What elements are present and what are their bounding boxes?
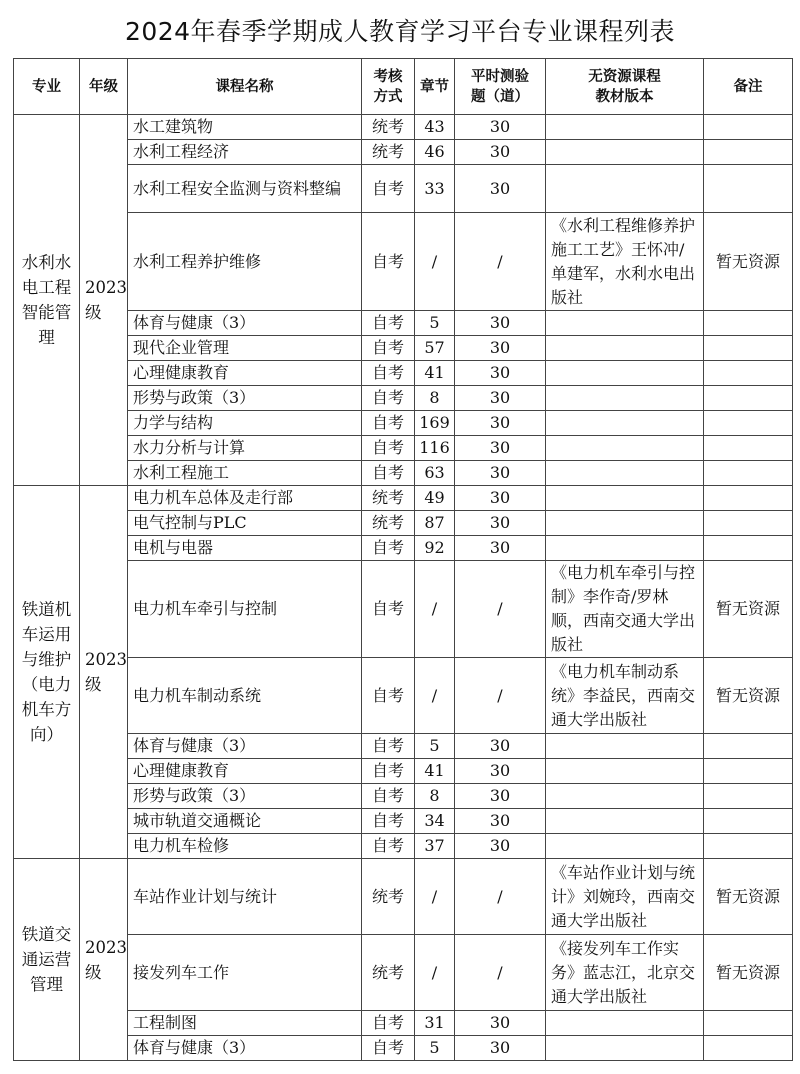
course-name-cell: 力学与结构: [128, 411, 362, 436]
header-exam-line1: 考核: [373, 68, 403, 85]
chapters-cell: 57: [415, 336, 455, 361]
course-name-cell: 电气控制与PLC: [128, 511, 362, 536]
grade-line: 2023: [85, 278, 127, 297]
exam-method-cell: 自考: [362, 436, 415, 461]
major-line: 车运用: [21, 625, 72, 644]
remark-cell: [704, 386, 793, 411]
remark-cell: [704, 486, 793, 511]
remark-cell: 暂无资源: [704, 859, 793, 935]
header-remark: 备注: [704, 59, 793, 115]
course-name-cell: 水利工程安全监测与资料整编: [128, 165, 362, 213]
chapters-cell: 8: [415, 386, 455, 411]
grade-cell: [80, 859, 128, 1061]
course-name-cell: 水利工程经济: [128, 140, 362, 165]
major-line: 与维护: [21, 650, 72, 669]
exam-method-cell: 自考: [362, 759, 415, 784]
quiz-count-cell: 30: [455, 734, 546, 759]
course-name-cell: 水力分析与计算: [128, 436, 362, 461]
header-quiz-line1: 平时测验: [471, 68, 529, 85]
remark-cell: [704, 1011, 793, 1036]
textbook-cell: [546, 1011, 704, 1036]
chapters-cell: /: [415, 935, 455, 1011]
course-name-cell: 心理健康教育: [128, 759, 362, 784]
grade-line: 2023: [85, 650, 127, 669]
major-line: 水利水: [21, 253, 72, 272]
table-row: [14, 658, 793, 734]
chapters-cell: 43: [415, 115, 455, 140]
table-row: [14, 859, 793, 935]
grade-cell: [80, 115, 128, 486]
course-name-cell: 体育与健康（3）: [128, 311, 362, 336]
course-name-cell: 电力机车总体及走行部: [128, 486, 362, 511]
course-name-cell: 水工建筑物: [128, 115, 362, 140]
remark-cell: [704, 511, 793, 536]
exam-method-cell: 自考: [362, 561, 415, 658]
table-row: [14, 436, 793, 461]
textbook-cell: [546, 734, 704, 759]
major-line: 铁道机: [21, 600, 72, 619]
major-cell: [14, 115, 80, 486]
remark-cell: 暂无资源: [704, 935, 793, 1011]
header-quiz: [455, 59, 546, 115]
remark-cell: [704, 734, 793, 759]
textbook-cell: [546, 386, 704, 411]
table-row: [14, 734, 793, 759]
textbook-cell: [546, 834, 704, 859]
table-row: [14, 784, 793, 809]
quiz-count-cell: 30: [455, 784, 546, 809]
table-row: [14, 935, 793, 1011]
textbook-cell: [546, 336, 704, 361]
textbook-cell: [546, 759, 704, 784]
header-textbook-line2: 教材版本: [595, 88, 654, 105]
chapters-cell: 63: [415, 461, 455, 486]
remark-cell: [704, 809, 793, 834]
textbook-cell: [546, 511, 704, 536]
course-name-cell: 形势与政策（3）: [128, 784, 362, 809]
header-major: 专业: [14, 59, 80, 115]
chapters-cell: 46: [415, 140, 455, 165]
table-row: [14, 561, 793, 658]
quiz-count-cell: 30: [455, 809, 546, 834]
remark-cell: 暂无资源: [704, 658, 793, 734]
quiz-count-cell: 30: [455, 511, 546, 536]
textbook-cell: [546, 311, 704, 336]
exam-method-cell: 自考: [362, 461, 415, 486]
exam-method-cell: 自考: [362, 658, 415, 734]
quiz-count-cell: 30: [455, 759, 546, 784]
major-cell: [14, 859, 80, 1061]
header-row: [14, 59, 793, 115]
chapters-cell: 5: [415, 1036, 455, 1061]
exam-method-cell: 自考: [362, 386, 415, 411]
quiz-count-cell: 30: [455, 834, 546, 859]
quiz-count-cell: 30: [455, 165, 546, 213]
quiz-count-cell: /: [455, 859, 546, 935]
exam-method-cell: 自考: [362, 536, 415, 561]
exam-method-cell: 统考: [362, 859, 415, 935]
exam-method-cell: 统考: [362, 935, 415, 1011]
quiz-count-cell: 30: [455, 336, 546, 361]
quiz-count-cell: 30: [455, 311, 546, 336]
major-line: 理: [38, 328, 55, 347]
quiz-count-cell: 30: [455, 486, 546, 511]
remark-cell: 暂无资源: [704, 561, 793, 658]
textbook-cell: [546, 115, 704, 140]
quiz-count-cell: 30: [455, 436, 546, 461]
major-line: 向）: [30, 725, 63, 744]
quiz-count-cell: /: [455, 935, 546, 1011]
header-grade: 年级: [80, 59, 128, 115]
chapters-cell: 116: [415, 436, 455, 461]
major-line: 智能管: [21, 303, 72, 322]
exam-method-cell: 统考: [362, 140, 415, 165]
textbook-cell: [546, 140, 704, 165]
chapters-cell: 34: [415, 809, 455, 834]
remark-cell: [704, 759, 793, 784]
remark-cell: [704, 834, 793, 859]
course-name-cell: 工程制图: [128, 1011, 362, 1036]
remark-cell: [704, 165, 793, 213]
table-row: [14, 536, 793, 561]
remark-cell: [704, 411, 793, 436]
remark-cell: [704, 336, 793, 361]
table-row: [14, 809, 793, 834]
course-name-cell: 接发列车工作: [128, 935, 362, 1011]
major-cell: [14, 486, 80, 859]
quiz-count-cell: 30: [455, 115, 546, 140]
exam-method-cell: 自考: [362, 784, 415, 809]
chapters-cell: 41: [415, 361, 455, 386]
major-line: （电力: [21, 675, 72, 694]
exam-method-cell: 自考: [362, 834, 415, 859]
table-row: [14, 213, 793, 311]
header-textbook: [546, 59, 704, 115]
course-name-cell: 电力机车牵引与控制: [128, 561, 362, 658]
chapters-cell: 5: [415, 734, 455, 759]
chapters-cell: 37: [415, 834, 455, 859]
exam-method-cell: 统考: [362, 511, 415, 536]
textbook-cell: [546, 536, 704, 561]
chapters-cell: 87: [415, 511, 455, 536]
remark-cell: [704, 115, 793, 140]
course-name-cell: 电力机车检修: [128, 834, 362, 859]
textbook-cell: 《电力机车制动系统》李益民，西南交通大学出版社: [546, 658, 704, 734]
remark-cell: [704, 436, 793, 461]
major-line: 电工程: [21, 278, 72, 297]
chapters-cell: /: [415, 859, 455, 935]
chapters-cell: 8: [415, 784, 455, 809]
textbook-cell: [546, 1036, 704, 1061]
table-row: [14, 336, 793, 361]
textbook-cell: [546, 461, 704, 486]
exam-method-cell: 自考: [362, 809, 415, 834]
textbook-cell: 《接发列车工作实务》蓝志江，北京交通大学出版社: [546, 935, 704, 1011]
exam-method-cell: 自考: [362, 1036, 415, 1061]
grade-line: 级: [85, 962, 102, 982]
grade-line: 级: [85, 303, 102, 322]
chapters-cell: /: [415, 213, 455, 311]
course-name-cell: 现代企业管理: [128, 336, 362, 361]
quiz-count-cell: 30: [455, 536, 546, 561]
exam-method-cell: 自考: [362, 213, 415, 311]
grade-cell: [80, 486, 128, 859]
quiz-count-cell: 30: [455, 411, 546, 436]
textbook-cell: 《车站作业计划与统计》刘婉玲，西南交通大学出版社: [546, 859, 704, 935]
major-line: 铁道交: [21, 925, 72, 944]
table-row: [14, 386, 793, 411]
course-name-cell: 形势与政策（3）: [128, 386, 362, 411]
table-row: [14, 834, 793, 859]
major-line: 通运营: [21, 950, 72, 969]
exam-method-cell: 自考: [362, 311, 415, 336]
chapters-cell: 33: [415, 165, 455, 213]
textbook-cell: [546, 361, 704, 386]
textbook-cell: [546, 809, 704, 834]
table-row: [14, 1011, 793, 1036]
chapters-cell: /: [415, 561, 455, 658]
table-row: [14, 461, 793, 486]
course-name-cell: 水利工程养护维修: [128, 213, 362, 311]
textbook-cell: 《电力机车牵引与控制》李作奇/罗林顺，西南交通大学出版社: [546, 561, 704, 658]
chapters-cell: 5: [415, 311, 455, 336]
course-name-cell: 电机与电器: [128, 536, 362, 561]
header-chapters: 章节: [415, 59, 455, 115]
grade-line: 级: [85, 675, 102, 694]
chapters-cell: 31: [415, 1011, 455, 1036]
textbook-cell: [546, 436, 704, 461]
exam-method-cell: 自考: [362, 336, 415, 361]
table-row: [14, 361, 793, 386]
exam-method-cell: 统考: [362, 115, 415, 140]
exam-method-cell: 自考: [362, 411, 415, 436]
table-row: [14, 165, 793, 213]
quiz-count-cell: /: [455, 658, 546, 734]
table-row: [14, 140, 793, 165]
course-name-cell: 心理健康教育: [128, 361, 362, 386]
table-row: [14, 486, 793, 511]
textbook-cell: [546, 165, 704, 213]
table-row: [14, 1036, 793, 1061]
exam-method-cell: 统考: [362, 486, 415, 511]
table-row: [14, 511, 793, 536]
major-line: 机车方: [21, 700, 72, 719]
quiz-count-cell: 30: [455, 140, 546, 165]
textbook-cell: [546, 486, 704, 511]
header-course: 课程名称: [128, 59, 362, 115]
remark-cell: 暂无资源: [704, 213, 793, 311]
major-line: 管理: [30, 975, 63, 994]
exam-method-cell: 自考: [362, 1011, 415, 1036]
quiz-count-cell: 30: [455, 461, 546, 486]
quiz-count-cell: 30: [455, 1011, 546, 1036]
course-name-cell: 城市轨道交通概论: [128, 809, 362, 834]
course-name-cell: 体育与健康（3）: [128, 1036, 362, 1061]
table-row: [14, 115, 793, 140]
chapters-cell: /: [415, 658, 455, 734]
remark-cell: [704, 140, 793, 165]
table-row: [14, 311, 793, 336]
quiz-count-cell: /: [455, 213, 546, 311]
course-name-cell: 车站作业计划与统计: [128, 859, 362, 935]
chapters-cell: 49: [415, 486, 455, 511]
exam-method-cell: 自考: [362, 361, 415, 386]
header-exam-line2: 方式: [373, 88, 403, 105]
course-name-cell: 体育与健康（3）: [128, 734, 362, 759]
textbook-cell: 《水利工程维修养护施工工艺》王怀冲/单建军，水利水电出版社: [546, 213, 704, 311]
exam-method-cell: 自考: [362, 165, 415, 213]
table-row: [14, 759, 793, 784]
header-quiz-line2: 题（道）: [471, 88, 529, 105]
header-exam: [362, 59, 415, 115]
course-name-cell: 电力机车制动系统: [128, 658, 362, 734]
quiz-count-cell: /: [455, 561, 546, 658]
course-table: [13, 58, 793, 1061]
chapters-cell: 169: [415, 411, 455, 436]
remark-cell: [704, 361, 793, 386]
remark-cell: [704, 1036, 793, 1061]
remark-cell: [704, 311, 793, 336]
textbook-cell: [546, 784, 704, 809]
remark-cell: [704, 461, 793, 486]
remark-cell: [704, 536, 793, 561]
quiz-count-cell: 30: [455, 1036, 546, 1061]
grade-line: 2023: [85, 937, 127, 957]
textbook-cell: [546, 411, 704, 436]
table-row: [14, 411, 793, 436]
quiz-count-cell: 30: [455, 361, 546, 386]
exam-method-cell: 自考: [362, 734, 415, 759]
page-title: 2024年春季学期成人教育学习平台专业课程列表: [124, 17, 676, 46]
remark-cell: [704, 784, 793, 809]
chapters-cell: 41: [415, 759, 455, 784]
header-textbook-line1: 无资源课程: [588, 68, 661, 85]
chapters-cell: 92: [415, 536, 455, 561]
quiz-count-cell: 30: [455, 386, 546, 411]
course-name-cell: 水利工程施工: [128, 461, 362, 486]
table-body: [14, 115, 793, 1061]
